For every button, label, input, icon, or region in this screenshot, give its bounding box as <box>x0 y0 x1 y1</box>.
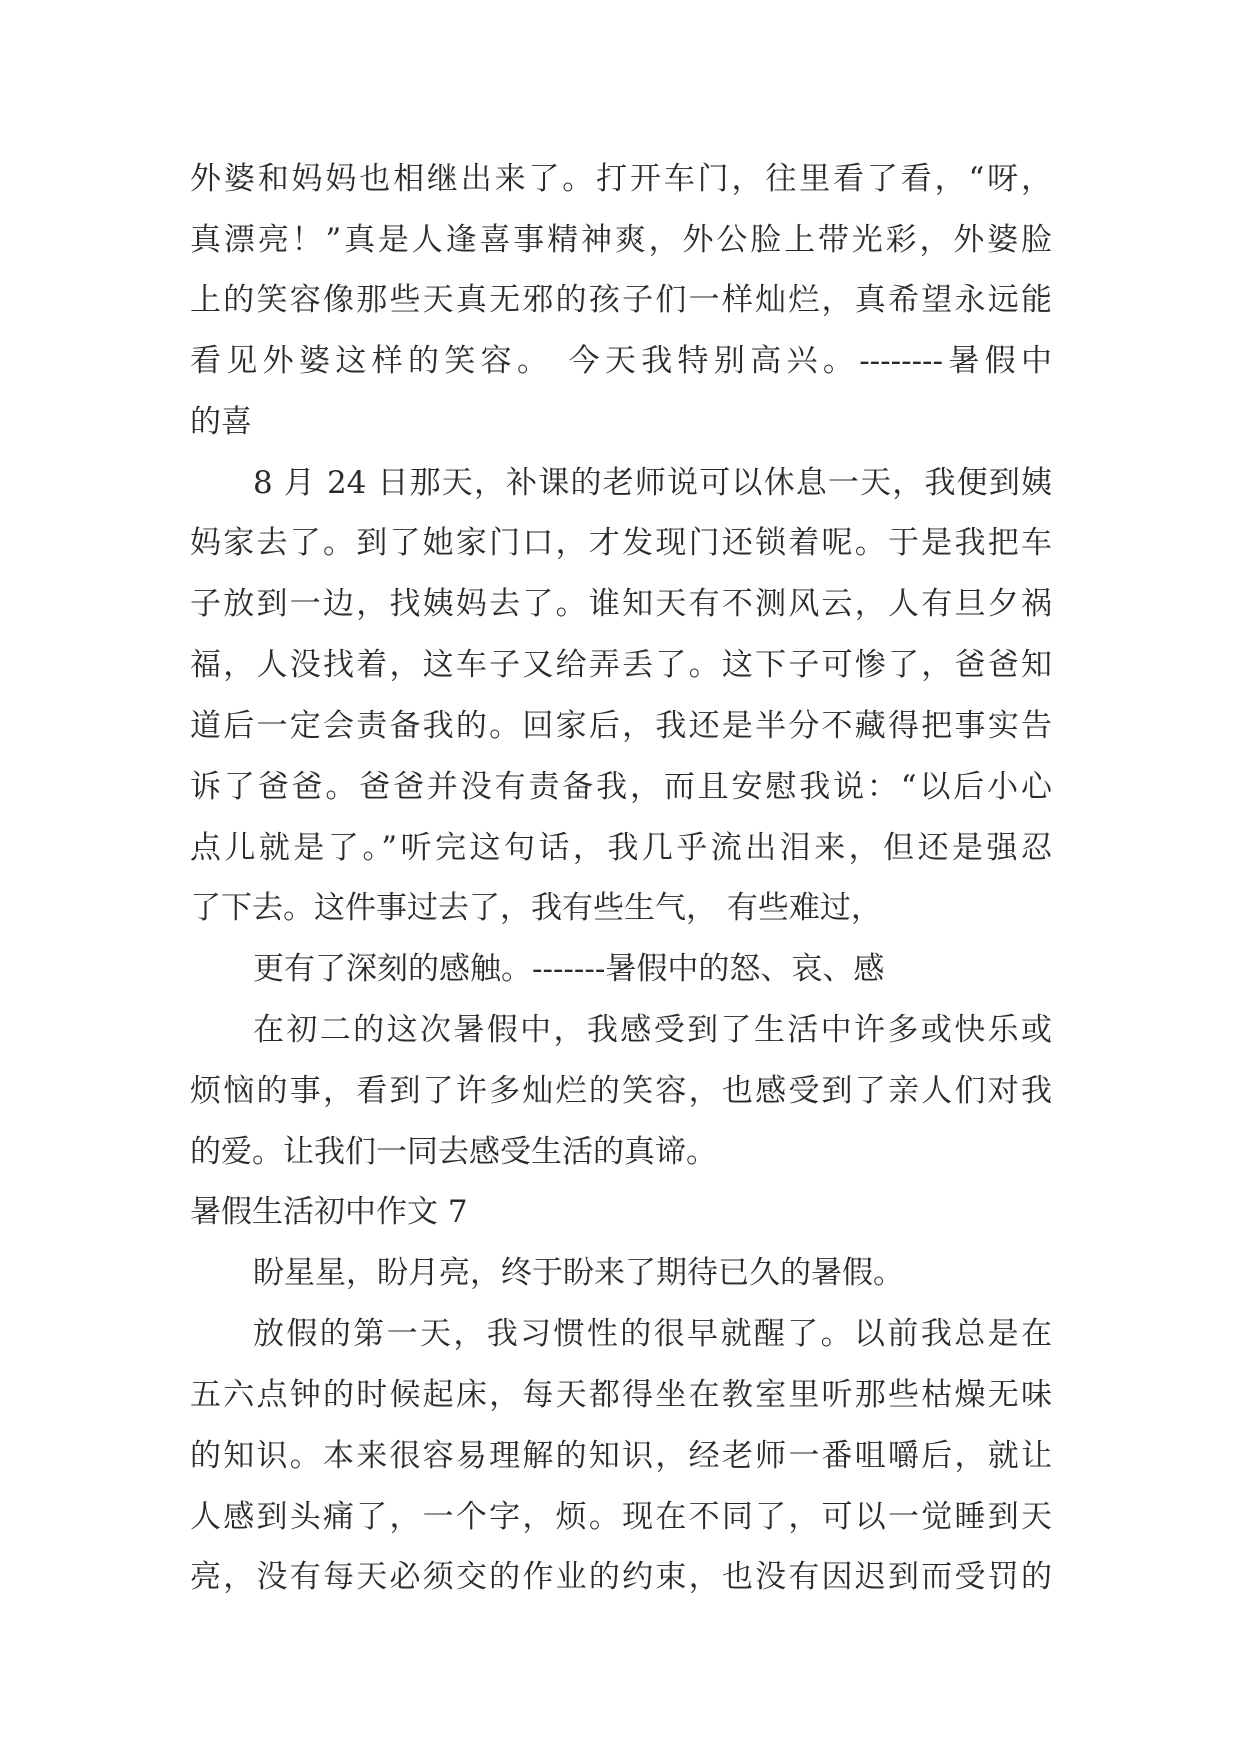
text-line: 道后一定会责备我的。回家后，我还是半分不藏得把事实告 <box>190 708 1052 744</box>
section-heading: 暑假生活初中作文 7 <box>190 1194 468 1230</box>
text-line: 的爱。让我们一同去感受生活的真谛。 <box>190 1134 717 1170</box>
paragraph-start: 在初二的这次暑假中，我感受到了生活中许多或快乐或 <box>253 1012 1052 1048</box>
paragraph-start: 更有了深刻的感触。-------暑假中的怒、哀、感 <box>253 951 885 987</box>
text-line: 五六点钟的时候起床，每天都得坐在教室里听那些枯燥无味 <box>190 1377 1052 1413</box>
text-line: 真漂亮！”真是人逢喜事精神爽，外公脸上带光彩，外婆脸 <box>190 222 1052 258</box>
paragraph-start: 8 月 24 日那天，补课的老师说可以休息一天，我便到姨 <box>253 465 1052 501</box>
text-line: 烦恼的事，看到了许多灿烂的笑容，也感受到了亲人们对我 <box>190 1073 1052 1109</box>
text-line: 了下去。这件事过去了，我有些生气， 有些难过， <box>190 890 882 926</box>
text-line: 看见外婆这样的笑容。 今天我特别高兴。--------暑假中 <box>190 343 1052 379</box>
text-line: 福，人没找着，这车子又给弄丢了。这下子可惨了，爸爸知 <box>190 647 1052 683</box>
text-line: 的知识。本来很容易理解的知识，经老师一番咀嚼后，就让 <box>190 1438 1052 1474</box>
text-line: 人感到头痛了，一个字，烦。现在不同了，可以一觉睡到天 <box>190 1499 1052 1535</box>
paragraph-start: 放假的第一天，我习惯性的很早就醒了。以前我总是在 <box>253 1316 1052 1352</box>
text-line: 诉了爸爸。爸爸并没有责备我，而且安慰我说：“以后小心 <box>190 769 1052 805</box>
text-line: 子放到一边，找姨妈去了。谁知天有不测风云，人有旦夕祸 <box>190 586 1052 622</box>
text-line: 妈家去了。到了她家门口，才发现门还锁着呢。于是我把车 <box>190 525 1052 561</box>
text-line: 外婆和妈妈也相继出来了。打开车门，往里看了看，“呀， <box>190 161 1052 197</box>
text-line: 亮，没有每天必须交的作业的约束，也没有因迟到而受罚的 <box>190 1559 1052 1595</box>
paragraph-start: 盼星星，盼月亮，终于盼来了期待已久的暑假。 <box>253 1255 904 1291</box>
text-line: 上的笑容像那些天真无邪的孩子们一样灿烂，真希望永远能 <box>190 282 1052 318</box>
text-line: 的喜 <box>190 404 252 440</box>
text-line: 点儿就是了。”听完这句话，我几乎流出泪来，但还是强忍 <box>190 830 1052 866</box>
